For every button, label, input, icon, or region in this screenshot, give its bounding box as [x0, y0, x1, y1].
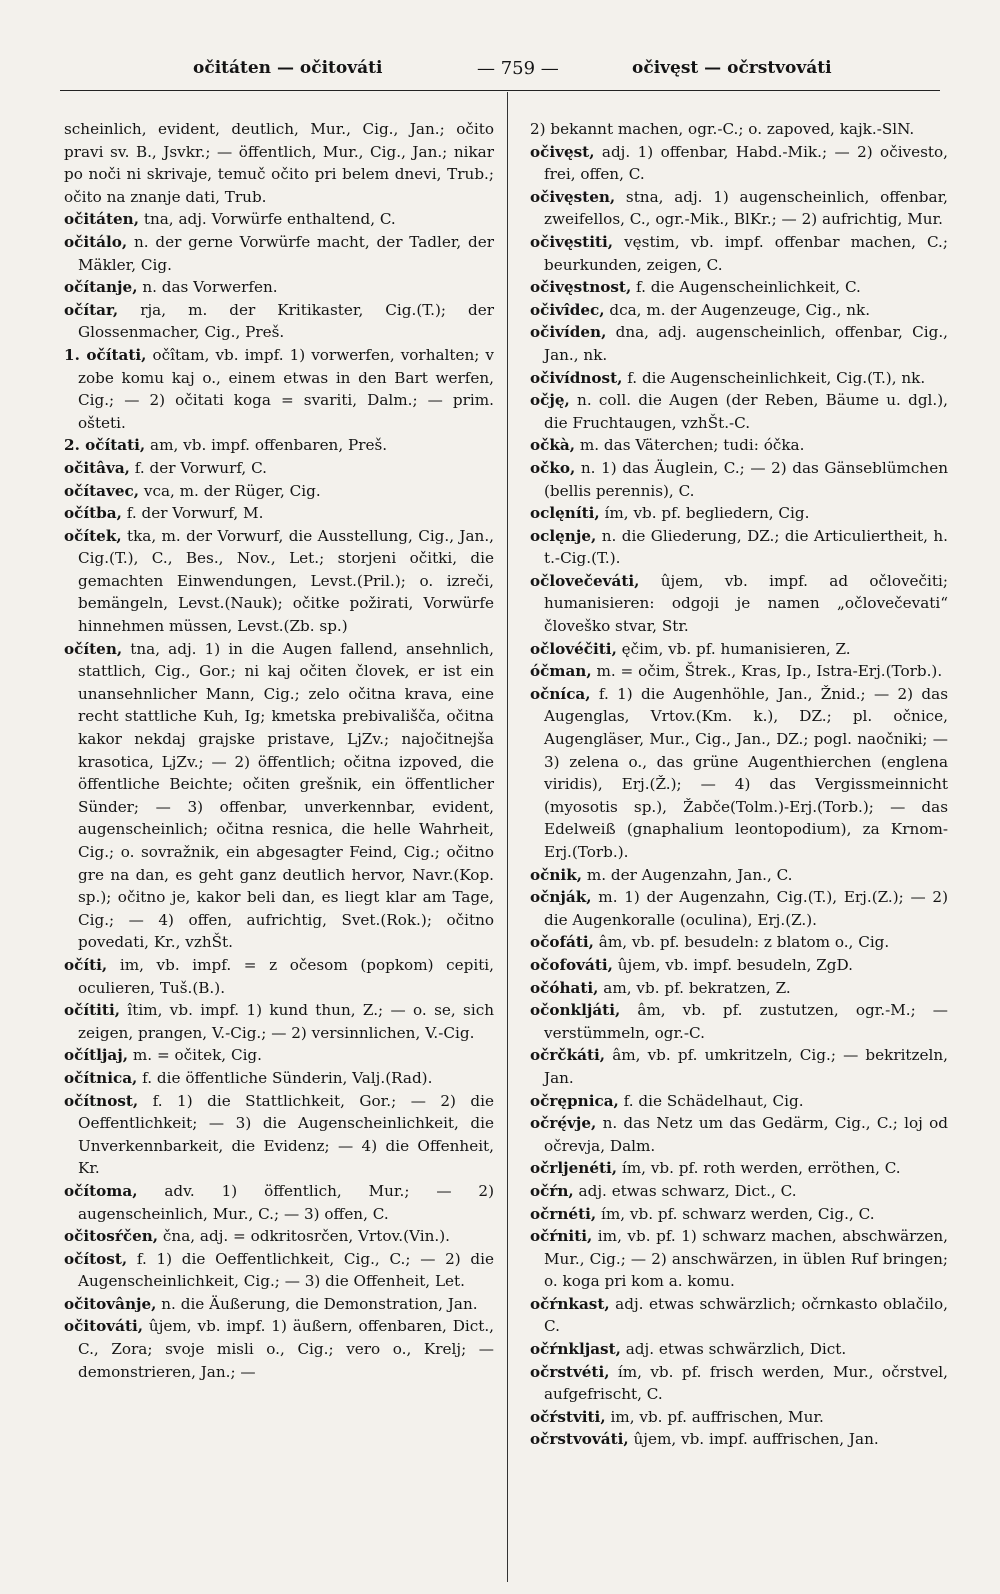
- entry-headword: očítnost,: [64, 1091, 139, 1110]
- entry-definition: stna, adj. 1) augenscheinlich, offenbar, zweifellos, C., ogr.-Mik., BlKr.; — 2) aufrichtig, Mur.: [544, 187, 948, 229]
- entry-headword: oclęníti,: [530, 504, 600, 523]
- entry-definition: ím, vb. pf. schwarz werden, Cig., C.: [596, 1204, 875, 1223]
- entry-headword: očítnica,: [64, 1068, 138, 1087]
- entry-headword: očlovečeváti,: [530, 571, 640, 590]
- entry-definition: m. = očitek, Cig.: [128, 1046, 262, 1065]
- dictionary-entry: [530, 660, 948, 683]
- dictionary-entry: [530, 1180, 948, 1203]
- entry-headword: očję,: [530, 391, 570, 410]
- entry-headword: očrstvéti,: [530, 1362, 610, 1381]
- dictionary-entry: [64, 208, 494, 231]
- entry-definition: m. = očim, Štrek., Kras, Ip., Istra-Erj.(Torb.).: [591, 662, 943, 681]
- entry-definition: âm, vb. pf. besudeln: z blatom o., Cig.: [593, 933, 890, 952]
- entry-definition: vęstim, vb. impf. offenbar machen, C.; beurkunden, zeigen, C.: [544, 232, 948, 274]
- dictionary-entry: [530, 1090, 948, 1113]
- entry-definition: f. der Vorwurf, C.: [129, 458, 267, 477]
- entry-definition: m. 1) der Augenzahn, Cig.(T.), Erj.(Z.); — 2) die Augenkoralle (oculina), Erj.(Z.).: [544, 888, 948, 929]
- dictionary-entry: [64, 299, 494, 344]
- left-column: [64, 118, 494, 1383]
- entry-definition: tka, m. der Vorwurf, die Ausstellung, Cig., Jan., Cig.(T.), C., Bes., Nov., Let.; storjeni očitki, die gemachten Einwendungen, Levst.(Pril.); o. izreči, bemängeln, Levst.(Nauk); očitke požirati, Vorwürfe hinnehmen müssen, Levst.(Zb. sp.): [78, 526, 494, 636]
- entry-headword: očivîdec,: [530, 300, 605, 319]
- entry-headword: očivęsten,: [530, 187, 616, 206]
- entry-definition: tna, adj. Vorwürfe enthaltend, C.: [139, 210, 396, 229]
- dictionary-entry: [64, 1067, 494, 1090]
- entry-headword: očítba,: [64, 504, 122, 523]
- entry-headword: očŕnkljast,: [530, 1340, 621, 1359]
- entry-definition: am, vb. pf. bekratzen, Z.: [598, 978, 791, 997]
- entry-headword: očitosŕčen,: [64, 1227, 159, 1246]
- dictionary-entry: [530, 321, 948, 366]
- entry-headword: očítiti,: [64, 1001, 121, 1020]
- dictionary-entry: [64, 118, 494, 208]
- dictionary-entry: [530, 999, 948, 1044]
- entry-headword: očnják,: [530, 888, 592, 907]
- entry-definition: ím, vb. pf. roth werden, erröthen, C.: [617, 1159, 901, 1178]
- entry-definition: f. die öffentliche Sünderin, Valj.(Rad).: [137, 1068, 433, 1087]
- entry-headword: očrępnica,: [530, 1091, 619, 1110]
- entry-headword: očítljaj,: [64, 1046, 129, 1065]
- entry-definition: f. die Schädelhaut, Cig.: [618, 1091, 804, 1110]
- dictionary-entry: [64, 434, 494, 457]
- dictionary-entry: [530, 886, 948, 931]
- entry-headword: očofováti,: [530, 955, 613, 974]
- dictionary-entry: [530, 1044, 948, 1089]
- entry-definition: dca, m. der Augenzeuge, Cig., nk.: [604, 300, 871, 319]
- entry-definition: rja, m. der Kritikaster, Cig.(T.); der Glossenmacher, Cig., Preš.: [78, 300, 494, 342]
- dictionary-entry: [64, 502, 494, 525]
- dictionary-entry: [64, 1044, 494, 1067]
- entry-definition: ęčim, vb. pf. humanisieren, Z.: [616, 639, 851, 658]
- entry-definition: adj. 1) offenbar, Habd.-Mik.; — 2) očivesto, frei, offen, C.: [544, 142, 948, 184]
- entry-definition: âm, vb. pf. zustutzen, ogr.-M.; — verstümmeln, ogr.-C.: [544, 1001, 948, 1042]
- dictionary-entry: [64, 525, 494, 638]
- entry-definition: ûjem, vb. impf. auffrischen, Jan.: [628, 1430, 879, 1449]
- entry-definition: scheinlich, evident, deutlich, Mur., Cig., Jan.; očito pravi sv. B., Jsvkr.; — öffentlich, Mur., Cig., Jan.; nikar po noči ni skrivaje, temuč očito pri belem dnevi, Trub.; očito na znanje dati, Trub.: [64, 120, 494, 206]
- entry-definition: ím, vb. pf. frisch werden, Mur., očrstvel, aufgefrischt, C.: [544, 1362, 948, 1404]
- entry-definition: im, vb. pf. 1) schwarz machen, abschwärzen, Mur., Cig.; — 2) anschwärzen, in üblen Ruf bringen; o. koga pri kom a. komu.: [544, 1227, 948, 1291]
- dictionary-entry: [64, 1293, 494, 1316]
- dictionary-entry: [530, 638, 948, 661]
- dictionary-entry: [530, 864, 948, 887]
- entry-definition: n. das Vorwerfen.: [137, 278, 278, 297]
- entry-headword: očitálo,: [64, 232, 128, 251]
- entry-definition: im, vb. pf. auffrischen, Mur.: [605, 1407, 824, 1426]
- entry-definition: f. 1) die Stattlichkeit, Gor.; — 2) die Oeffentlichkeit; — 3) die Augenscheinlichkeit, die Unverkennbarkeit, die Evidenz; — 4) die Offenheit, Kr.: [78, 1091, 494, 1178]
- dictionary-entry: [64, 1180, 494, 1225]
- header-rule: [60, 90, 940, 91]
- entry-headword: očivęstnost,: [530, 278, 632, 297]
- entry-headword: očitovânje,: [64, 1294, 157, 1313]
- entry-headword: očkà,: [530, 436, 576, 455]
- dictionary-entry: [530, 683, 948, 864]
- entry-headword: očrčkáti,: [530, 1046, 606, 1065]
- entry-headword: očítanje,: [64, 278, 138, 297]
- dictionary-entry: [530, 1293, 948, 1338]
- entry-headword: očivęst,: [530, 142, 595, 161]
- entry-definition: adv. 1) öffentlich, Mur.; — 2) augenscheinlich, Mur., C.; — 3) offen, C.: [78, 1181, 494, 1223]
- entry-headword: očŕnkast,: [530, 1294, 610, 1313]
- entry-definition: čna, adj. = odkritosrčen, Vrtov.(Vin.).: [158, 1227, 450, 1246]
- dictionary-entry: [530, 434, 948, 457]
- dictionary-entry: [530, 299, 948, 322]
- entry-definition: ím, vb. pf. begliedern, Cig.: [599, 504, 810, 523]
- entry-definition: ûjem, vb. impf. ad očlovečiti; humanisieren: odgoji je namen „očlovečevati“ človeško stvar, Str.: [544, 571, 948, 636]
- dictionary-entry: [64, 344, 494, 434]
- dictionary-entry: [64, 1315, 494, 1383]
- column-divider: [507, 92, 508, 1582]
- entry-headword: očivídnost,: [530, 368, 623, 387]
- dictionary-entry: [530, 1225, 948, 1293]
- dictionary-entry: [530, 1203, 948, 1226]
- dictionary-entry: [64, 1225, 494, 1248]
- entry-headword: očíti,: [64, 955, 108, 974]
- dictionary-entry: [530, 457, 948, 502]
- header-left-guidewords: očitáten — očitováti: [193, 58, 383, 78]
- entry-definition: im, vb. impf. = z očesom (popkom) cepiti, oculieren, Tuš.(B.).: [78, 955, 494, 997]
- entry-definition: n. der gerne Vorwürfe macht, der Tadler, der Mäkler, Cig.: [78, 232, 494, 274]
- dictionary-entry: [530, 525, 948, 570]
- entry-definition: m. das Väterchen; tudi: óčka.: [575, 436, 805, 455]
- dictionary-entry: [530, 1361, 948, 1406]
- entry-definition: 2) bekannt machen, ogr.-C.; o. zapoved, kajk.-SlN.: [530, 120, 915, 138]
- entry-headword: očítavec,: [64, 481, 140, 500]
- entry-headword: očivíden,: [530, 323, 607, 342]
- entry-definition: âm, vb. pf. umkritzeln, Cig.; — bekritzeln, Jan.: [544, 1046, 948, 1087]
- dictionary-entry: [64, 457, 494, 480]
- dictionary-entry: [64, 638, 494, 954]
- entry-definition: n. das Netz um das Gedärm, Cig., C.; loj od očrevja, Dalm.: [544, 1114, 948, 1155]
- entry-headword: očrnéti,: [530, 1204, 597, 1223]
- right-column: [530, 118, 948, 1451]
- dictionary-entry: [530, 118, 948, 141]
- entry-headword: očrstvováti,: [530, 1430, 629, 1449]
- entry-definition: n. die Äußerung, die Demonstration, Jan.: [156, 1294, 478, 1313]
- entry-headword: očóhati,: [530, 978, 599, 997]
- dictionary-entry: [530, 1428, 948, 1451]
- entry-headword: 2. očítati,: [64, 436, 146, 455]
- entry-definition: f. die Augenscheinlichkeit, Cig.(T.), nk.: [622, 368, 926, 387]
- entry-headword: očŕniti,: [530, 1227, 593, 1246]
- dictionary-entry: [64, 999, 494, 1044]
- entry-definition: am, vb. impf. offenbaren, Preš.: [145, 436, 388, 455]
- entry-headword: očivęstiti,: [530, 232, 614, 251]
- dictionary-entry: [530, 1338, 948, 1361]
- entry-definition: ûjem, vb. impf. besudeln, ZgD.: [612, 955, 853, 974]
- entry-headword: očíten,: [64, 639, 123, 658]
- entry-headword: očrę́vje,: [530, 1114, 597, 1133]
- entry-headword: očitováti,: [64, 1317, 144, 1336]
- entry-headword: očlovéčiti,: [530, 639, 617, 658]
- entry-definition: ûjem, vb. impf. 1) äußern, offenbaren, Dict., C., Zora; svoje misli o., Cig.; vero o., Krelj; — demonstrieren, Jan.; —: [78, 1317, 494, 1381]
- entry-definition: f. der Vorwurf, M.: [121, 504, 264, 523]
- entry-definition: n. coll. die Augen (der Reben, Bäume u. dgl.), die Fruchtaugen, vzhŠt.-C.: [544, 391, 948, 432]
- dictionary-entry: [530, 1406, 948, 1429]
- dictionary-entry: [530, 231, 948, 276]
- entry-headword: očitâva,: [64, 458, 130, 477]
- entry-definition: tna, adj. 1) in die Augen fallend, ansehnlich, stattlich, Cig., Gor.; ni kaj očiten človek, er ist ein unansehnlicher Mann, Cig.; zelo očitna krava, eine recht stattliche Kuh, Ig; kmetska prebivališča, očitna kakor nekdaj grajske pristave, LjZv.; najočitnejša krasotica, LjZv.; — 2) öffentlich; očitna izpoved, die öffentliche Beichte; očiten grešnik, ein öffentlicher Sünder; — 3) offenbar, unverkennbar, evident, augenscheinlich; očitna resnica, die helle Wahrheit, Cig.; o. sovražnik, ein abgesagter Feind, Cig.; očitno gre na dan, es geht ganz deutlich hervor, Navr.(Kop. sp.); očitno je, kakor beli dan, es liegt klar am Tage, Cig.; — 4) offen, aufrichtig, Svet.(Rok.); očitno povedati, Kr., vzhŠt.: [78, 639, 494, 952]
- entry-headword: očonkljáti,: [530, 1001, 621, 1020]
- entry-headword: očítoma,: [64, 1181, 138, 1200]
- entry-headword: očŕn,: [530, 1181, 574, 1200]
- entry-headword: očníca,: [530, 684, 591, 703]
- entry-definition: adj. etwas schwärzlich; očrnkasto oblačilo, C.: [544, 1294, 948, 1336]
- entry-definition: f. 1) die Oeffentlichkeit, Cig., C.; — 2) die Augenscheinlichkeit, Cig.; — 3) die Offenheit, Let.: [78, 1249, 494, 1291]
- dictionary-entry: [530, 141, 948, 186]
- dictionary-entry: [530, 186, 948, 231]
- header-right-guidewords: očivęst — očrstvováti: [632, 58, 832, 78]
- dictionary-entry: [530, 977, 948, 1000]
- entry-headword: očofáti,: [530, 933, 594, 952]
- entry-definition: m. der Augenzahn, Jan., C.: [582, 865, 793, 884]
- entry-definition: f. 1) die Augenhöhle, Jan., Žnid.; — 2) das Augenglas, Vrtov.(Km. k.), DZ.; pl. očnice, Augengläser, Mur., Cig., Jan., DZ.; pogl. naočniki; — 3) zelena o., das grüne Augenthierchen (englena viridis), Erj.(Ž.); — 4) das Vergissmeinnicht (myosotis sp.), Žabče(Tolm.)-Erj.(Torb.); — das Edelweiß (gnaphalium leontopodium), za Krnom-Erj.(Torb.).: [544, 684, 948, 861]
- dictionary-entry: [530, 1157, 948, 1180]
- page-number: — 759 —: [477, 58, 559, 79]
- entry-definition: adj. etwas schwärzlich, Dict.: [620, 1340, 847, 1359]
- dictionary-entry: [64, 480, 494, 503]
- entry-headword: očítek,: [64, 526, 122, 545]
- entry-headword: 1. očítati,: [64, 345, 147, 364]
- entry-definition: dna, adj. augenscheinlich, offenbar, Cig., Jan., nk.: [544, 323, 948, 364]
- entry-headword: očrljenéti,: [530, 1159, 618, 1178]
- entry-headword: očítar,: [64, 300, 119, 319]
- entry-definition: n. 1) das Äuglein, C.; — 2) das Gänseblümchen (bellis perennis), C.: [544, 458, 948, 500]
- dictionary-entry: [530, 367, 948, 390]
- entry-definition: adj. etwas schwarz, Dict., C.: [573, 1181, 797, 1200]
- dictionary-entry: [64, 1090, 494, 1180]
- entry-headword: očŕstviti,: [530, 1407, 606, 1426]
- dictionary-entry: [530, 276, 948, 299]
- entry-definition: îtim, vb. impf. 1) kund thun, Z.; — o. se, sich zeigen, prangen, V.-Cig.; — 2) versinnlichen, V.-Cig.: [78, 1001, 494, 1042]
- entry-headword: očitáten,: [64, 210, 140, 229]
- entry-headword: očnik,: [530, 865, 582, 884]
- dictionary-entry: [64, 1248, 494, 1293]
- dictionary-entry: [530, 954, 948, 977]
- dictionary-entry: [64, 231, 494, 276]
- entry-definition: f. die Augenscheinlichkeit, C.: [631, 278, 861, 297]
- dictionary-entry: [530, 1112, 948, 1157]
- running-header: [0, 48, 1000, 88]
- entry-definition: očîtam, vb. impf. 1) vorwerfen, vorhalten; v zobe komu kaj o., einem etwas in den Bart werfen, Cig.; — 2) očitati koga = svariti, Dalm.; — prim. ošteti.: [78, 345, 495, 432]
- entry-definition: vca, m. der Rüger, Cig.: [139, 481, 321, 500]
- dictionary-entry: [64, 276, 494, 299]
- dictionary-entry: [530, 389, 948, 434]
- entry-headword: očítost,: [64, 1249, 128, 1268]
- entry-headword: óčman,: [530, 662, 592, 681]
- dictionary-entry: [530, 570, 948, 638]
- entry-headword: oclęnje,: [530, 526, 597, 545]
- entry-headword: očko,: [530, 458, 576, 477]
- dictionary-entry: [530, 502, 948, 525]
- entry-definition: n. die Gliederung, DZ.; die Articuliertheit, h. t.-Cig.(T.).: [544, 526, 948, 568]
- dictionary-entry: [64, 954, 494, 999]
- dictionary-entry: [530, 931, 948, 954]
